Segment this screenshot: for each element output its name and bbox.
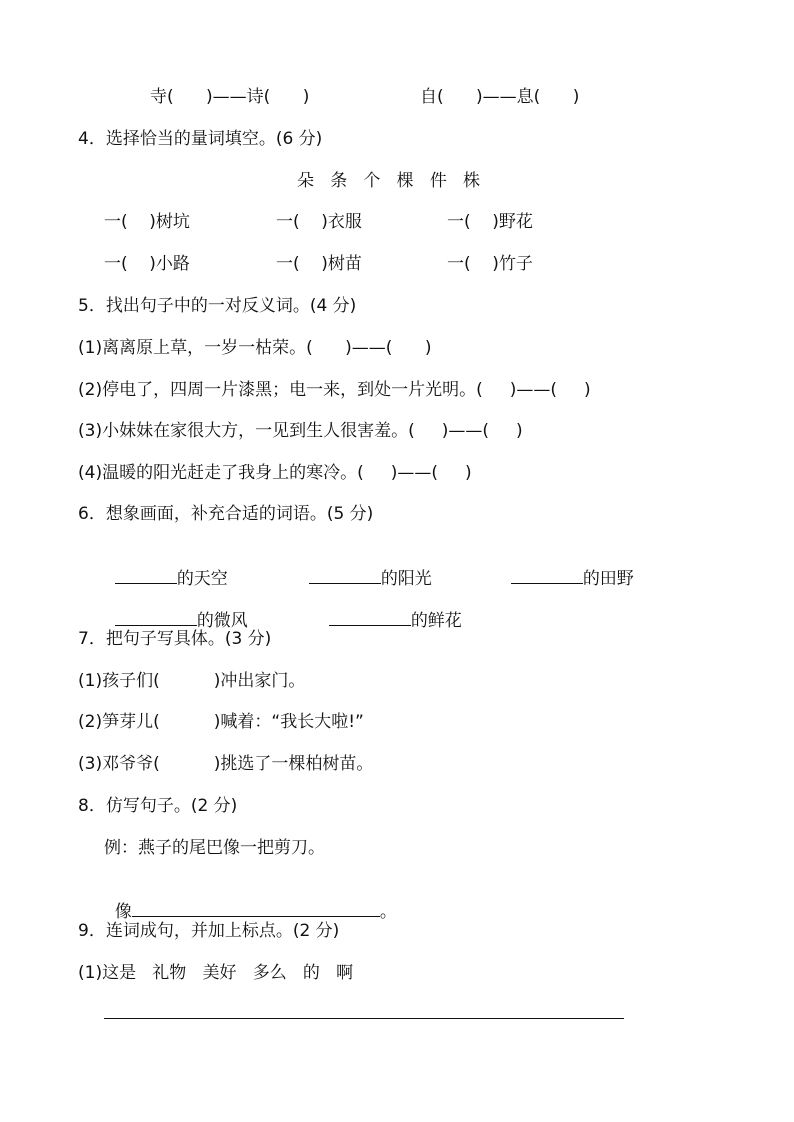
q8-example: 例：燕子的尾巴像一把剪刀。 xyxy=(104,838,325,858)
fill-blank[interactable] xyxy=(511,567,583,584)
q5-item-1: (1)离离原上草，一岁一枯荣。( )——( ) xyxy=(78,338,432,358)
q5-title: 5．找出句子中的一对反义词。(4 分) xyxy=(78,296,357,316)
q6-r2-c2-label: 的鲜花 xyxy=(410,611,462,631)
q6-r2-c1 xyxy=(104,587,248,632)
q7-item-2: (2)笋芽儿( )喊着：“我长大啦!” xyxy=(78,712,364,732)
q8-title: 8．仿写句子。(2 分) xyxy=(78,796,238,816)
q3-pair-a: 寺( )——诗( ) xyxy=(150,87,310,107)
q6-r2-c1-label: 的微风 xyxy=(196,611,248,631)
q3-pair-b: 自( )——息( ) xyxy=(420,87,580,107)
q8-prompt-suffix: 。 xyxy=(379,902,397,922)
q8-prompt-prefix: 像 xyxy=(114,902,132,922)
q5-item-4: (4)温暖的阳光赶走了我身上的寒冷。( )——( ) xyxy=(78,463,472,483)
q4-r1-c1: 一( )树坑 xyxy=(104,212,190,232)
q8-prompt xyxy=(104,878,397,923)
fill-blank[interactable] xyxy=(115,609,197,626)
q7-title: 7．把句子写具体。(3 分) xyxy=(78,629,272,649)
q4-word-bank: 朵 条 个 棵 件 株 xyxy=(297,171,481,191)
q9-item-1: (1)这是 礼物 美好 多么 的 啊 xyxy=(78,963,354,983)
q6-r1-c3 xyxy=(500,545,634,590)
q5-item-2: (2)停电了，四周一片漆黑；电一来，到处一片光明。( )——( ) xyxy=(78,380,591,400)
fill-blank[interactable] xyxy=(132,900,380,917)
q6-r2-c2 xyxy=(318,587,462,632)
q7-item-3: (3)邓爷爷( )挑选了一棵柏树苗。 xyxy=(78,754,374,774)
q6-r1-c2-label: 的阳光 xyxy=(380,569,432,589)
q4-r1-c3: 一( )野花 xyxy=(447,212,533,232)
fill-blank[interactable] xyxy=(329,609,411,626)
q5-item-3: (3)小妹妹在家很大方，一见到生人很害羞。( )——( ) xyxy=(78,421,523,441)
q6-r1-c1-label: 的天空 xyxy=(176,569,228,589)
q6-r1-c2 xyxy=(298,545,432,590)
q6-r1-c1 xyxy=(104,545,228,590)
q9-answer-line[interactable] xyxy=(104,1018,624,1019)
q6-title: 6．想象画面，补充合适的词语。(5 分) xyxy=(78,504,374,524)
q9-title: 9．连词成句，并加上标点。(2 分) xyxy=(78,921,340,941)
q7-item-1: (1)孩子们( )冲出家门。 xyxy=(78,671,306,691)
q4-r2-c2: 一( )树苗 xyxy=(276,254,362,274)
q4-r1-c2: 一( )衣服 xyxy=(276,212,362,232)
q6-r1-c3-label: 的田野 xyxy=(582,569,634,589)
q4-r2-c1: 一( )小路 xyxy=(104,254,190,274)
q4-title: 4．选择恰当的量词填空。(6 分) xyxy=(78,129,323,149)
fill-blank[interactable] xyxy=(309,567,381,584)
q4-r2-c3: 一( )竹子 xyxy=(447,254,533,274)
fill-blank[interactable] xyxy=(115,567,177,584)
